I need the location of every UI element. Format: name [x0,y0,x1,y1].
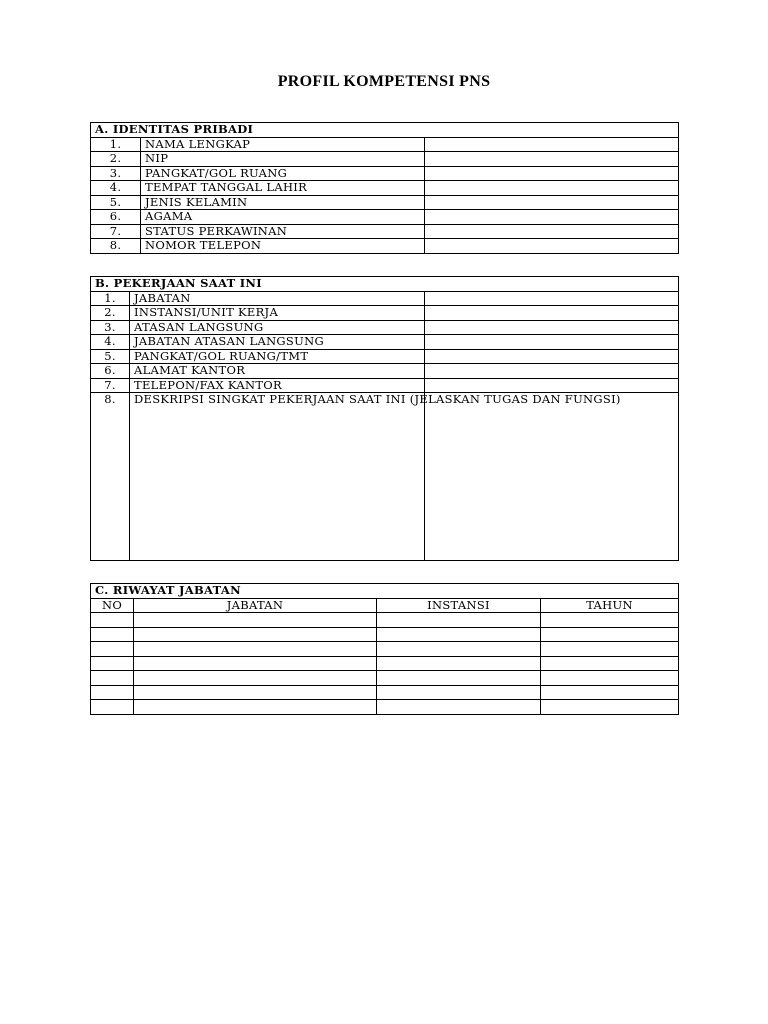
field-value[interactable] [425,137,679,152]
table-cell[interactable] [377,613,541,628]
table-row [91,671,679,686]
row-number: 3. [91,320,130,335]
table-cell[interactable] [91,613,134,628]
row-number: 1. [91,137,141,152]
table-cell[interactable] [91,642,134,657]
table-row [91,642,679,657]
table-cell[interactable] [134,656,377,671]
table-cell[interactable] [377,656,541,671]
row-number: 4. [91,181,141,196]
row-number: 2. [91,306,130,321]
row-number: 8. [91,393,130,561]
row-number: 2. [91,152,141,167]
field-label: JABATAN ATASAN LANGSUNG [130,335,425,350]
field-label: PANGKAT/GOL RUANG [141,166,425,181]
column-header: JABATAN [134,598,377,613]
field-value[interactable] [425,239,679,254]
pekerjaan-row [91,320,679,335]
field-value[interactable] [425,210,679,225]
row-number: 5. [91,195,141,210]
field-label: NAMA LENGKAP [141,137,425,152]
table-cell[interactable] [134,700,377,715]
field-label: ATASAN LANGSUNG [130,320,425,335]
field-value[interactable] [425,224,679,239]
table-cell[interactable] [91,700,134,715]
identitas-row [91,152,679,167]
table-row [91,627,679,642]
identitas-row [91,137,679,152]
row-number: 5. [91,349,130,364]
pekerjaan-row [91,291,679,306]
section-c-heading: C. RIWAYAT JABATAN [91,584,679,599]
column-header: NO [91,598,134,613]
identitas-row [91,224,679,239]
identitas-row [91,166,679,181]
field-label: PANGKAT/GOL RUANG/TMT [130,349,425,364]
table-cell[interactable] [134,613,377,628]
row-number: 7. [91,224,141,239]
field-label: JABATAN [130,291,425,306]
table-row [91,656,679,671]
table-cell[interactable] [541,656,679,671]
table-row [91,685,679,700]
row-number: 1. [91,291,130,306]
field-value[interactable] [425,291,679,306]
column-header: INSTANSI [377,598,541,613]
table-cell[interactable] [134,627,377,642]
field-label: ALAMAT KANTOR [130,364,425,379]
table-cell[interactable] [541,642,679,657]
field-value[interactable] [425,166,679,181]
row-number: 6. [91,364,130,379]
row-number: 7. [91,378,130,393]
identitas-pribadi-table [90,122,679,254]
table-cell[interactable] [377,685,541,700]
field-label: STATUS PERKAWINAN [141,224,425,239]
table-cell[interactable] [134,642,377,657]
identitas-row [91,239,679,254]
table-cell[interactable] [541,627,679,642]
pekerjaan-row [91,364,679,379]
pekerjaan-row [91,393,679,561]
field-label: INSTANSI/UNIT KERJA [130,306,425,321]
field-label: JENIS KELAMIN [141,195,425,210]
field-value[interactable] [425,378,679,393]
identitas-row [91,181,679,196]
riwayat-jabatan-table [90,583,679,715]
table-cell[interactable] [541,613,679,628]
field-label: NIP [141,152,425,167]
table-cell[interactable] [541,685,679,700]
section-b-heading: B. PEKERJAAN SAAT INI [91,277,679,292]
field-value[interactable] [425,181,679,196]
table-cell[interactable] [541,700,679,715]
field-value[interactable] [425,306,679,321]
field-value[interactable] [425,335,679,350]
field-label: TELEPON/FAX KANTOR [130,378,425,393]
table-cell[interactable] [541,671,679,686]
table-cell[interactable] [377,627,541,642]
table-cell[interactable] [91,685,134,700]
table-cell[interactable] [377,671,541,686]
row-number: 6. [91,210,141,225]
table-cell[interactable] [377,642,541,657]
section-a-heading: A. IDENTITAS PRIBADI [91,123,679,138]
table-cell[interactable] [377,700,541,715]
page-title: PROFIL KOMPETENSI PNS [277,73,491,90]
field-value[interactable] [425,320,679,335]
pekerjaan-row [91,335,679,350]
table-row [91,613,679,628]
row-number: 4. [91,335,130,350]
pekerjaan-saat-ini-table [90,276,679,561]
field-value[interactable] [425,393,679,561]
table-cell[interactable] [134,671,377,686]
table-cell[interactable] [134,685,377,700]
identitas-row [91,195,679,210]
table-cell[interactable] [91,627,134,642]
field-label: AGAMA [141,210,425,225]
field-label: TEMPAT TANGGAL LAHIR [141,181,425,196]
column-header-row [91,598,679,613]
row-number: 3. [91,166,141,181]
table-cell[interactable] [91,656,134,671]
pekerjaan-row [91,306,679,321]
pekerjaan-row [91,378,679,393]
table-row [91,700,679,715]
field-value[interactable] [425,349,679,364]
field-value[interactable] [425,195,679,210]
field-label: NOMOR TELEPON [141,239,425,254]
identitas-row [91,210,679,225]
field-value[interactable] [425,152,679,167]
field-value[interactable] [425,364,679,379]
column-header: TAHUN [541,598,679,613]
row-number: 8. [91,239,141,254]
pekerjaan-row [91,349,679,364]
table-cell[interactable] [91,671,134,686]
field-label: DESKRIPSI SINGKAT PEKERJAAN SAAT INI (JELASKAN TUGAS DAN FUNGSI) [130,393,425,561]
